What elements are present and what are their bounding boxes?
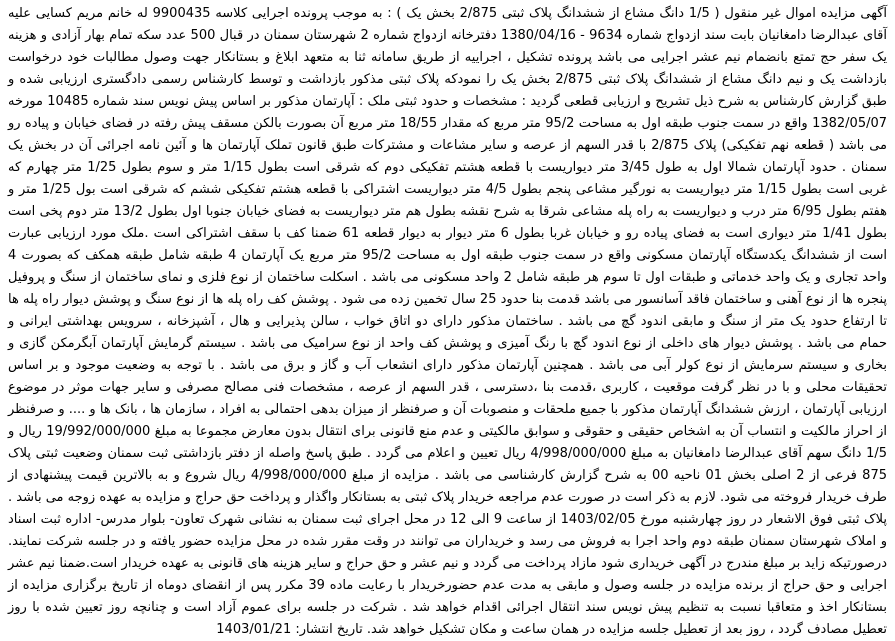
notice-body: آگهی مزایده اموال غیر منقول ( 1/5 دانگ مشاع از ششدانگ پلاک ثبتی 2/875 بخش یک ) : به موجب پرونده اجرایی کلاسه 9900435 له خانم مریم کسایی علیه آقای عبدالرضا دامغانیان بابت سند ازدواج شماره 9634 - 1380/04/16 دفترخانه ازدواج شماره 2 شهرستان سمنان در قبال 500 عدد سکه تمام بهار آزادی و هزینه یک سفر حج تمتع بانضمام نیم عشر اجرایی می باشد پرونده تشکیل ، اجراییه از طریق سامانه ثنا به متعهد ابلاغ و بستانکار جهت وصول مطالبات خود درخواست بازداشت یک و نیم دانگ مشاع از ششدانگ پلاک ثبتی 2/875 بخش یک را نمودکه پلاک ثبتی مذکور بازداشت و توسط کارشناس رسمی دادگستری ارزیابی شده و طبق گزارش کارشناس به شرح ذیل تشریح و ارزیابی قطعی گردید : مشخصات و حدود ثبتی ملک : آپارتمان مذکور بر اساس پیش نویس سند شماره 10485 مورخه 1382/05/07 واقع در سمت جنوب طبقه اول به مساحت 95/2 متر مربع که مقدار 18/55 متر مربع آن بصورت بالکن مسقف پیش رفته در فضای خیابان و پیاده رو می باشد ( قطعه نهم تفکیکی) پلاک 2/875 با قدر السهم از عرصه و سایر مشاعات و مشترکات طبق قانون تملک آپارتمان ها و آئین نامه اجرائی آن در بخش یک سمنان . حدود آپارتمان شمالا اول به طول 3/45 متر دیواریست با قطعه هشتم تفکیکی دوم که شرقی است بطول 1/15 متر و سوم بطول 1/25 متر چهارم که غربی است بطول 1/15 متر دیواریست به نورگیر مشاعی پنجم بطول 4/5 متر دیواریست اشتراکی با قطعه هشتم تفکیکی ششم که شرقی است بول 1/25 متر و هفتم بطول 6/95 متر درب و دیواریست به راه پله مشاعی شرقا به شرح نقشه بطول هم متر دیواریست به فضای خیابان جنوبا اول بطول 13/2 متر دوم پخی است بطول 1/41 متر دیواری است به فضای پیاده رو و خیابان غربا بطول 6 متر دیوار به دیوار قطعه 61 ضمنا کف با سقف اشتراکی است .ملک مورد ارزیابی عبارت است از ششدانگ یکدستگاه آپارتمان مسکونی واقع در سمت جنوب طبقه اول به مساحت 95/2 متر مربع یک آپارتمان 4 طبقه شامل طبقه همکف که بصورت 4 واحد تجاری و یک واحد خدماتی و طبقات اول تا سوم هر طبقه شامل 2 واحد مسکونی می باشد . اسکلت ساختمان از نوع فلزی و نمای ساختمان از سنگ و پروفیل پنجره ها از نوع آهنی و ساختمان فاقد آسانسور می باشد قدمت بنا حدود 25 سال تخمین زده می شود . پوشش کف راه پله ها از نوع سنگ و پوشش دیوار راه پله ها تا ارتفاع حدود یک متر از سنگ و مابقی اندود گچ می باشد . ساختمان مذکور دارای دو اتاق خواب ، سالن پذیرایی و هال ، آشپزخانه ، سرویس بهداشتی ایرانی و حمام می باشد . پوشش دیوار های داخلی از نوع اندود گچ با رنگ آمیزی و پوشش کف واحد از نوع سرامیک می باشد . سیستم گرمایش آپارتمان آبگرمکن گازی و بخاری و سیستم سرمایش از نوع کولر آبی می باشد . همچنین آپارتمان مذکور دارای انشعاب آب و گاز و برق می باشد . با توجه به وضعیت موجود و بر اساس تحقیقات محلی و با در نظر گرفت موقعیت ، کاربری ،قدمت بنا ،دسترسی ، قدر السهم از عرصه ، مشخصات فنی مصالح مصرفی و سایر جهات موثر در موضوع ارزیابی آپارتمان ، ارزش ششدانگ آپارتمان مذکور با جمیع ملحقات و منصوبات آن و صرفنظر از میزان بدهی احتمالی به افراد ، سازمان ها ، بانک ها و .... و صرفنظر از احراز مالکیت و انتساب آن به اشخاص حقیقی و حقوقی و سوابق مالکیتی و عدم منع قانونی برای انتقال بدون معارض مجموعا به مبلغ 19/992/000/000 ریال و 1/5 دانگ سهم آقای عبدالرضا دامغانیان به مبلغ 4/998/000/000 ریال تعیین و اعلام می گردد . طبق پاسخ واصله از دفتر بازداشتی ثبت سمنان وضعیت ثبتی پلاک 875 فرعی از 2 اصلی بخش 01 ناحیه 00 به شرح گزارش کارشناسی می باشد . مزایده از مبلغ 4/998/000/000 ریال شروع و به بالاترین قیمت پیشنهادی از طرف خریدار فروخته می شود. لازم به ذکر است در صورت عدم مراجعه خریدار پلاک ثبتی به بستانکار واگذار و پرداخت حق حراج و مزایده به عهده زوجه می باشد . پلاک ثبتی فوق الاشعار در روز چهارشنبه مورخ 1403/02/05 از ساعت 9 الی 12 در محل اجرای ثبت سمنان به نشانی شهرک تعاون- بلوار مدرس- اداره ثبت اسناد و املاک شهرستان سمنان طبقه دوم واحد اجرا به فروش می رسد و خریداران می توانند در وقت مقرر شده در محل مزایده حضور یافته و در جلسه شرکت نمایند. درصورتیکه زاید بر مبلغ مندرج در آگهی خریداری شود مازاد پرداخت می گردد و نیم عشر و حق حراج و سایر هزینه های قانونی به عهده خریدار است.ضمنا نیم عشر اجرایی و حق حراج از برنده مزایده در جلسه وصول و مابقی به مدت عدم حضورخریدار با رعایت ماده 39 مکرر پس از انقضای دوماه از تاریخ برگزاری مزایده از بستانکار اخذ و متعاقبا نسبت به تنظیم پیش نویس سند انتقال اجرائی اقدام خواهد شد . شرکت در جلسه برای عموم آزاد است و چنانچه روز تعیین شده با روز تعطیل مصادف گردد ، روز بعد از تعطیل جلسه مزایده در همان ساعت و مکان تشکیل خواهد شد. تاریخ انتشار: 1403/01/21 <box>8 6 888 637</box>
